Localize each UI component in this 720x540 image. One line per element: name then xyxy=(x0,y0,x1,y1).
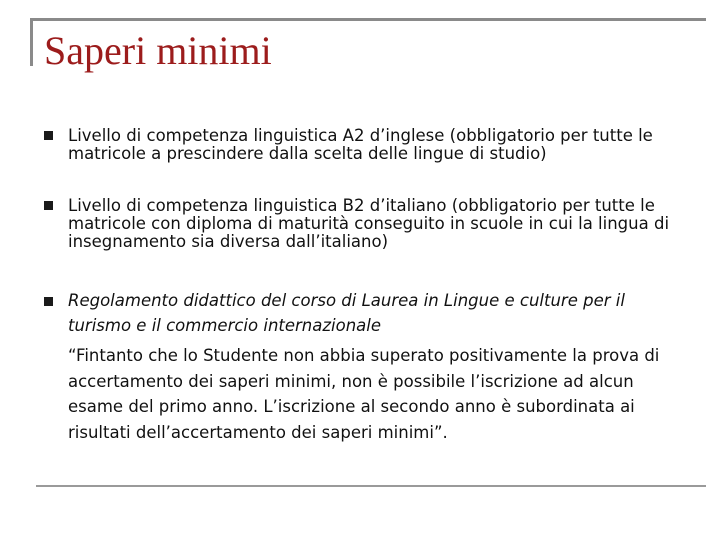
bullet-item-regolamento: Regolamento didattico del corso di Laurea in Lingue e culture per il turismo e il commercio internazionale xyxy=(68,291,625,335)
bullet-item-a2-english: Livello di competenza linguistica A2 d’inglese (obbligatorio per tutte le matricole a prescindere dalla scelta delle lingue di studio) xyxy=(68,126,653,163)
regolamento-quote: “Fintanto che lo Studente non abbia superato positivamente la prova di accertamento dei saperi minimi, non è possibile l’iscrizione ad alcun esame del primo anno. L’iscrizione al secondo anno è subordinata ai risultati dell’accertamento dei saperi minimi”. xyxy=(68,346,660,442)
bullet-marker xyxy=(44,131,53,140)
slide-title: Saperi minimi xyxy=(44,28,272,73)
bullet-item-b2-italian: Livello di competenza linguistica B2 d’italiano (obbligatorio per tutte le matricole con diploma di maturità conseguito in scuole in cui la lingua di insegnamento sia diversa dall’italiano) xyxy=(68,196,670,251)
bullet-marker xyxy=(44,297,53,306)
bullet-marker xyxy=(44,201,53,210)
footer-divider xyxy=(36,485,706,487)
